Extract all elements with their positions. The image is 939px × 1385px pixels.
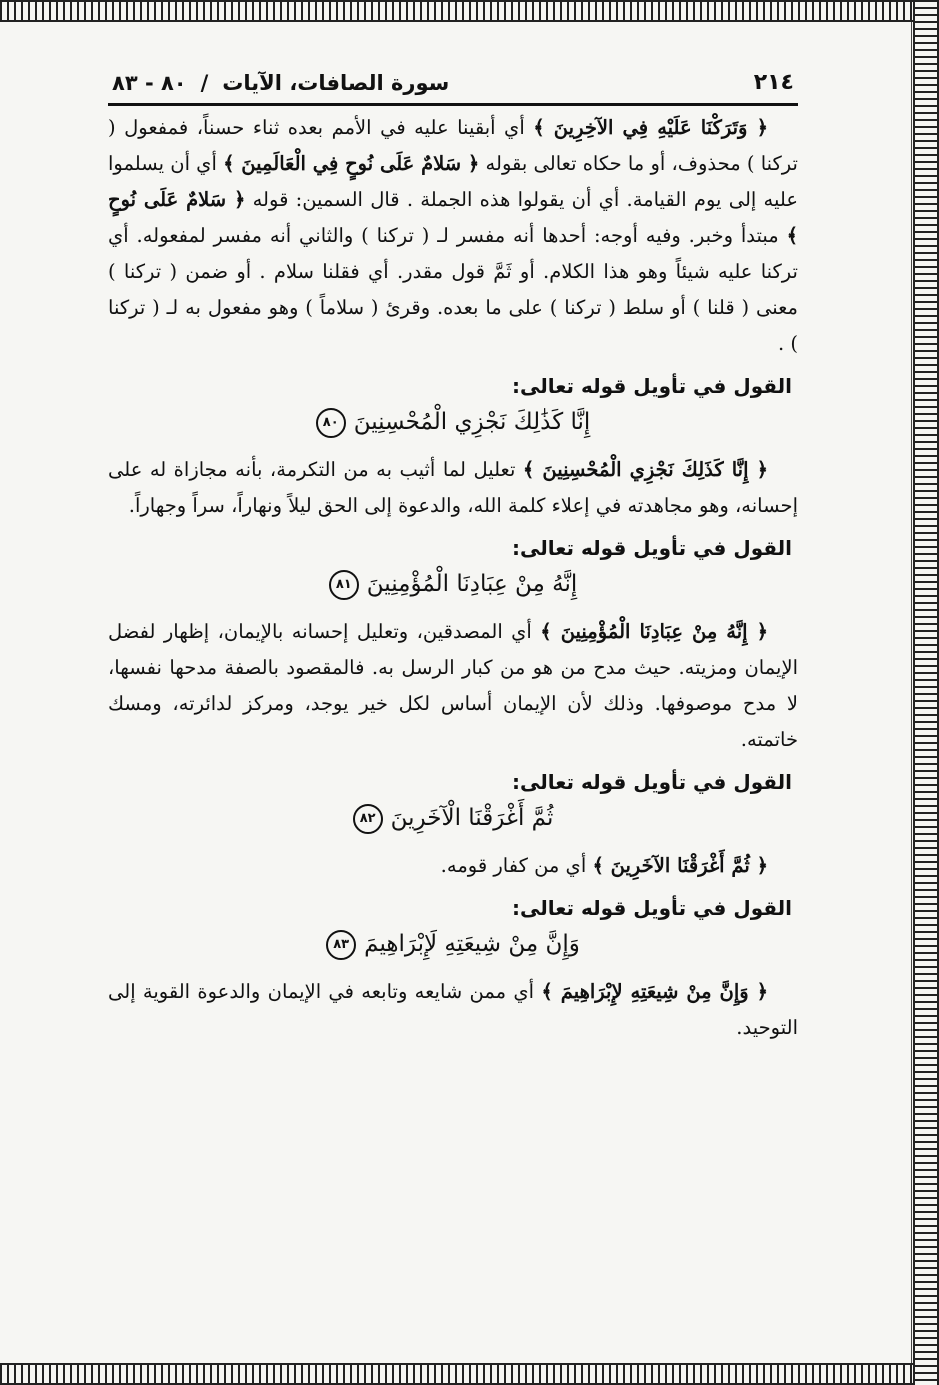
section-83 [108,896,798,1046]
quran-quote: ﴿ وَتَرَكْنَا عَلَيْهِ فِي الآخِرِينَ ﴾ [533,116,769,139]
quran-quote: ﴿ ثُمَّ أَغْرَقْنَا الآخَرِينَ ﴾ [592,854,768,877]
verse-text: إِنَّا كَذَٰلِكَ نَجْزِي الْمُحْسِنِينَ [353,409,591,435]
verse-text: إِنَّهُ مِنْ عِبَادِنَا الْمُؤْمِنِينَ [366,571,578,597]
ayah-number-marker: ٨٢ [353,804,383,834]
quran-quote: ﴿ وَإِنَّ مِنْ شِيعَتِهِ لإِبْرَاهِيمَ ﴾ [541,980,768,1003]
commentary-paragraph [108,848,798,884]
quran-quote: ﴿ سَلامٌ عَلَى نُوحٍ فِي الْعَالَمِينَ ﴾ [223,152,480,175]
commentary-text: مبتدأ وخبر. وفيه أوجه: أحدها أنه مفسر لـ ( تركنا ) والثاني أنه مفسر لمفعوله. أي تركنا عليه شيئاً وهو هذا الكلام. أو ثَمَّ قول مقدر. أي فقلنا سلام . أو ضمن ( تركنا ) معنى ( قلنا ) أو سلط ( تركنا ) على ما بعده. وقرئ ( سلاماً ) وهو مفعول به لـ ( تركنا ) . [108,224,798,355]
section-80 [108,374,798,524]
title-separator: / [200,71,209,95]
commentary-text: أي المصدقين، وتعليل إحسانه بالإيمان، إظهار لفضل الإيمان ومزيته. حيث مدح من هو من كبار الرسل به. فالمقصود بالصفة مدحها نفسها، لا مدح موصوفها. وذلك لأن الإيمان أساس لكل خير يوجد، ومركز لدائرته، ومسك خاتمته. [108,620,798,751]
commentary-text: أي ممن شايعه وتابعه في الإيمان والدعوة القوية إلى التوحيد. [108,980,798,1039]
ornamental-border-bottom [0,1363,939,1385]
section-heading: القول في تأويل قوله تعالى: [512,896,792,920]
verse-range: ٨٠ - ٨٣ [112,71,187,95]
section-81 [108,536,798,758]
commentary-text: أي من كفار قومه. [440,854,593,877]
page-number: ٢١٤ [753,70,794,95]
section-heading: القول في تأويل قوله تعالى: [512,770,792,794]
verse-text: وَإِنَّ مِنْ شِيعَتِهِ لَإِبْرَاهِيمَ [364,931,580,957]
quran-quote: ﴿ إِنَّهُ مِنْ عِبَادِنَا الْمُؤْمِنِينَ ﴾ [540,620,768,643]
verse-line [108,408,798,438]
verse-line [108,930,798,960]
page-header [108,70,798,106]
commentary-text: أي أبقينا عليه في الأمم بعده ثناء حسناً، فمفعول ( تركنا ) محذوف، أو ما حكاه تعالى بقوله [108,116,798,175]
verse-text: ثُمَّ أَغْرَقْنَا الْآخَرِينَ [390,805,554,831]
commentary-text: أي أن يسلموا عليه إلى يوم القيامة. أي أن يقولوا هذه الجملة . قال السمين: قوله [108,152,798,211]
verse-line [108,570,798,600]
quran-quote: ﴿ سَلامٌ عَلَى نُوحٍ ﴾ [108,188,798,247]
commentary-text: تعليل لما أثيب به من التكرمة، بأنه مجازاة له على إحسانه، وهو مجاهدته في إعلاء كلمة الله، والدعوة إلى الحق ليلاً ونهاراً، سراً وجهاراً. [108,458,798,517]
intro-paragraph [108,110,798,362]
section-heading: القول في تأويل قوله تعالى: [512,374,792,398]
ayah-number-marker: ٨٠ [316,408,346,438]
ornamental-border-top [0,0,939,22]
ayah-number-marker: ٨١ [329,570,359,600]
page-content [108,70,798,1046]
running-title [112,71,449,95]
ornamental-border-right [913,0,939,1385]
surah-title: سورة الصافات، الآيات [222,71,450,95]
verse-line [108,804,798,834]
section-82 [108,770,798,884]
section-heading: القول في تأويل قوله تعالى: [512,536,792,560]
commentary-paragraph [108,974,798,1046]
ayah-number-marker: ٨٣ [326,930,356,960]
commentary-paragraph [108,452,798,524]
quran-quote: ﴿ إِنَّا كَذَلِكَ نَجْزِي الْمُحْسِنِينَ ﴾ [522,458,768,481]
commentary-paragraph [108,614,798,758]
